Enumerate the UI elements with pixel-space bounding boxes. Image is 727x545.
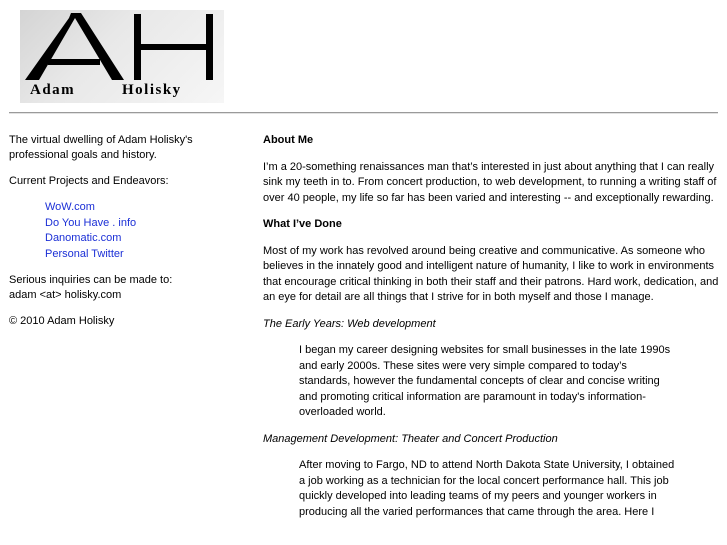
project-link-item [45, 200, 239, 216]
header-divider [9, 112, 718, 114]
projects-heading: Current Projects and Endeavors: [9, 175, 169, 187]
site-logo [20, 10, 224, 103]
done-text: Most of my work has revolved around being creative and communicative. As someone who believes in the innately good and intelligent nature of humanity, I like to work in environments that encourage critical thinking in both their staff and their patrons. Hard work, dedication, and an eye for detail are all things that I strive for in both myself and those I manage. [263, 244, 719, 303]
wow-link[interactable]: WoW.com [45, 201, 95, 213]
done-heading: What I’ve Done [263, 218, 342, 230]
project-link-item [45, 247, 239, 263]
doyouhave-link[interactable]: Do You Have . info [45, 216, 137, 229]
contact-email: adam <at> holisky.com [9, 289, 122, 301]
about-text: I’m a 20-something renaissances man that’s interested in just about anything that I can really sink my teeth in to. From concert production, to web development, to running a writing staff of over 40 people, my life so far has been varied and interesting -- and exceptionally rewarding. [263, 160, 717, 204]
early-years-text: I began my career designing websites for small businesses in the late 1990s and early 2000s. These sites were very simple compared to today’s standards, however the fundamental concepts of clear and concise writing and promoting critical information are paramount in today's information-overloaded world. [299, 344, 671, 418]
copyright: © 2010 Adam Holisky [9, 315, 115, 327]
logo-last-name: Holisky [122, 82, 182, 98]
management-heading: Management Development: Theater and Concert Production [263, 432, 558, 445]
sidebar-intro: The virtual dwelling of Adam Holisky's professional goals and history. [9, 134, 193, 161]
contact-block [9, 273, 239, 303]
sidebar [9, 133, 239, 340]
about-heading: About Me [263, 134, 314, 146]
contact-line: Serious inquiries can be made to: [9, 274, 173, 286]
twitter-link[interactable]: Personal Twitter [45, 247, 124, 260]
project-link-item [45, 216, 239, 232]
management-text: After moving to Fargo, ND to attend North Dakota State University, I obtained a job working as a technician for the local concert performance hall. This job quickly developed into leading teams of my peers and younger workers in producing all the varied performances that came through the area. Here I [299, 459, 675, 518]
project-links [45, 200, 239, 262]
early-years-heading: The Early Years: Web development [263, 317, 436, 330]
ah-logo-graphic [20, 10, 224, 103]
danomatic-link[interactable]: Danomatic.com [45, 232, 122, 244]
logo-first-name: Adam [30, 82, 76, 98]
main-content [263, 133, 719, 531]
project-link-item [45, 231, 239, 247]
